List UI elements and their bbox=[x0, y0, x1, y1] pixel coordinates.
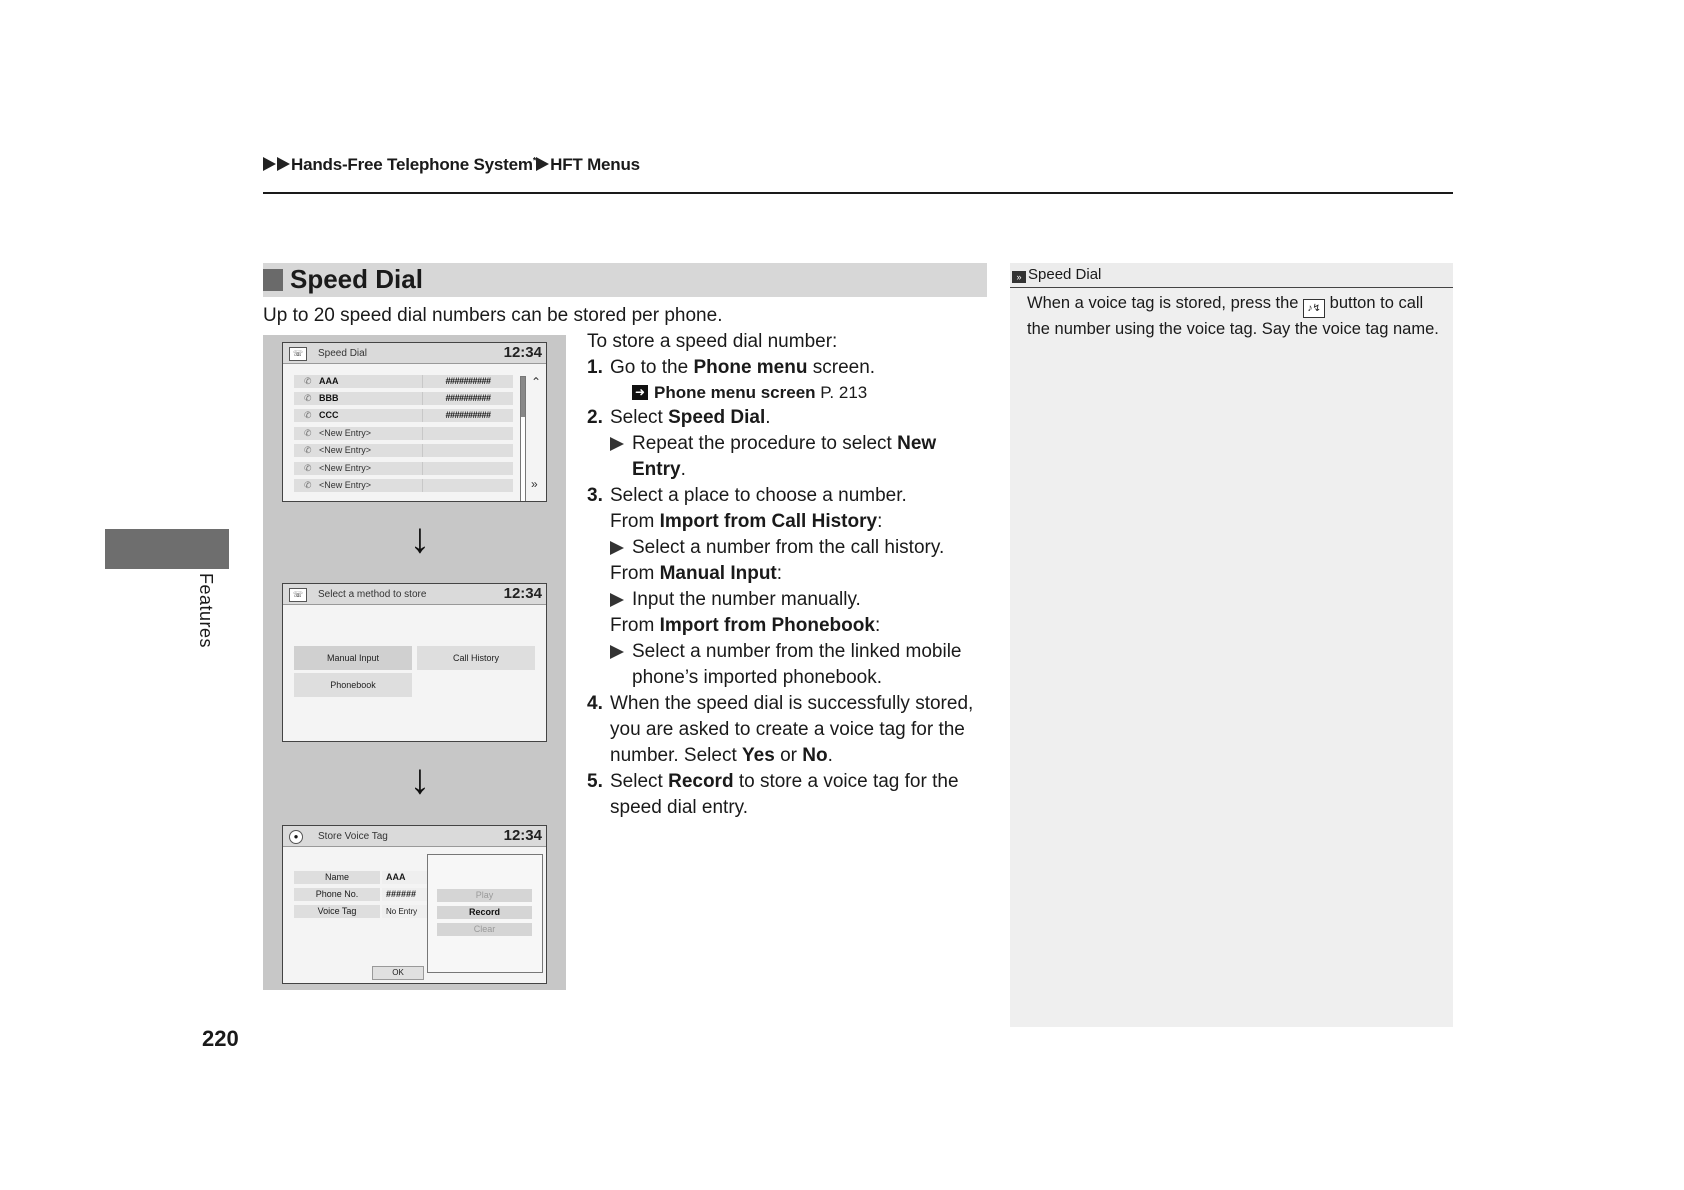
voice-tag-menu bbox=[427, 854, 543, 973]
figure-panel bbox=[263, 335, 566, 990]
entry-name: CCC bbox=[319, 410, 339, 420]
cross-reference[interactable] bbox=[587, 381, 987, 405]
step-number: 1. bbox=[587, 357, 603, 378]
step-text: From bbox=[610, 511, 660, 532]
step-text: . bbox=[827, 745, 833, 766]
entry-number bbox=[422, 462, 513, 475]
speed-dial-row[interactable] bbox=[294, 427, 513, 440]
entry-number bbox=[422, 479, 513, 492]
screen-title: Speed Dial bbox=[318, 348, 367, 359]
handset-icon: ✆ bbox=[304, 445, 312, 455]
step-number: 3. bbox=[587, 485, 603, 506]
step-text: : bbox=[874, 615, 881, 636]
speed-dial-row[interactable] bbox=[294, 479, 513, 492]
entry-number bbox=[422, 427, 513, 440]
sidebar-note-body bbox=[1027, 292, 1447, 341]
entry-name: AAA bbox=[319, 376, 339, 386]
play-button[interactable]: Play bbox=[437, 889, 532, 902]
entry-number bbox=[422, 444, 513, 457]
step-number: 5. bbox=[587, 771, 603, 792]
option-phonebook bbox=[587, 613, 987, 639]
step-number: 4. bbox=[587, 693, 603, 714]
breadcrumb-arrow-icon bbox=[263, 157, 276, 171]
option-manual-input-detail bbox=[587, 587, 987, 613]
breadcrumb-page[interactable]: HFT Menus bbox=[550, 155, 640, 174]
scroll-down-icon[interactable]: » bbox=[531, 477, 538, 491]
sidebar-note bbox=[1010, 263, 1453, 1027]
handset-icon: ✆ bbox=[304, 428, 312, 438]
phone-icon: ☏ bbox=[289, 347, 307, 361]
step-text: Select a place to choose a number. bbox=[610, 485, 907, 506]
phone-icon: ☏ bbox=[289, 588, 307, 602]
handset-icon: ✆ bbox=[304, 376, 312, 386]
field-value: ###### bbox=[382, 888, 434, 901]
step-text: Select a number from the call history. bbox=[632, 537, 945, 558]
screen-store-voice-tag bbox=[282, 825, 547, 984]
speed-dial-row[interactable] bbox=[294, 409, 513, 422]
speed-dial-row[interactable] bbox=[294, 462, 513, 475]
screen-titlebar bbox=[283, 584, 546, 605]
sidebar-note-heading bbox=[1010, 263, 1453, 288]
step-text: Go to the bbox=[610, 357, 694, 378]
reference-page[interactable]: P. 213 bbox=[815, 383, 868, 402]
section-marker-icon bbox=[263, 269, 283, 291]
entry-name: <New Entry> bbox=[319, 445, 372, 455]
scrollbar[interactable] bbox=[520, 376, 526, 502]
speed-dial-row[interactable] bbox=[294, 444, 513, 457]
section-title: Speed Dial bbox=[290, 264, 423, 294]
screen-clock: 12:34 bbox=[503, 827, 542, 844]
screen-title: Select a method to store bbox=[318, 589, 427, 600]
step-text: Repeat the procedure to select bbox=[632, 433, 898, 454]
field-value: No Entry bbox=[382, 905, 434, 918]
speed-dial-row[interactable] bbox=[294, 392, 513, 405]
chapter-tab bbox=[105, 529, 229, 569]
phonebook-button[interactable]: Phonebook bbox=[294, 673, 412, 697]
step-number: 2. bbox=[587, 407, 603, 428]
step-2 bbox=[587, 405, 987, 431]
reference-title[interactable]: Phone menu screen bbox=[654, 383, 816, 402]
entry-number: ########## bbox=[422, 409, 513, 422]
field-label: Name bbox=[294, 871, 380, 884]
flow-arrow-icon: ↓ bbox=[409, 514, 431, 561]
option-manual-input bbox=[587, 561, 987, 587]
step-text: . bbox=[680, 459, 686, 480]
screen-select-method bbox=[282, 583, 547, 742]
step-text: or bbox=[774, 745, 803, 766]
step-3 bbox=[587, 483, 987, 509]
step-text: . bbox=[765, 407, 771, 428]
step-1 bbox=[587, 355, 987, 381]
step-text: Input the number manually. bbox=[632, 589, 861, 610]
call-history-button[interactable]: Call History bbox=[417, 646, 535, 670]
page-number: 220 bbox=[202, 1026, 239, 1051]
instructions-lead: To store a speed dial number: bbox=[587, 331, 838, 352]
step-bold: Yes bbox=[742, 745, 775, 766]
entry-name: BBB bbox=[319, 393, 339, 403]
settings-icon: ● bbox=[289, 830, 303, 844]
screen-titlebar bbox=[283, 343, 546, 364]
speed-dial-row[interactable] bbox=[294, 375, 513, 388]
step-4 bbox=[587, 691, 987, 769]
scroll-up-icon[interactable]: ⌃ bbox=[531, 375, 542, 389]
handset-icon: ✆ bbox=[304, 410, 312, 420]
reference-arrow-icon: ➜ bbox=[632, 385, 648, 400]
step-bold: Speed Dial bbox=[668, 407, 766, 428]
screen-speed-dial bbox=[282, 342, 547, 502]
entry-name: <New Entry> bbox=[319, 428, 372, 438]
step-bold: Import from Call History bbox=[659, 511, 878, 532]
step-text: Select a number from the linked mobile phone’s imported phonebook. bbox=[632, 641, 962, 688]
sidebar-note-title: Speed Dial bbox=[1028, 266, 1102, 283]
option-phonebook-detail bbox=[587, 639, 987, 691]
bullet-arrow-icon bbox=[610, 437, 624, 451]
breadcrumb-arrow-icon bbox=[536, 157, 549, 171]
step-5 bbox=[587, 769, 987, 821]
option-call-history-detail bbox=[587, 535, 987, 561]
note-text: button to call the number using the voice tag. Say the voice tag name. bbox=[1027, 294, 1439, 338]
step-bold: No bbox=[802, 745, 828, 766]
step-text: From bbox=[610, 563, 660, 584]
breadcrumb-section[interactable]: Hands-Free Telephone System bbox=[291, 155, 533, 174]
step-text: When the speed dial is successfully stored, you are asked to create a voice tag for the number. Select bbox=[610, 693, 974, 766]
talk-button-icon: ♪↯ bbox=[1303, 299, 1325, 318]
step-text: From bbox=[610, 615, 660, 636]
chapter-tab-label: Features bbox=[196, 573, 216, 649]
section-heading bbox=[263, 263, 987, 297]
entry-name: <New Entry> bbox=[319, 480, 372, 490]
entry-number: ########## bbox=[422, 375, 513, 388]
header-rule bbox=[263, 192, 1453, 194]
step-bold: Import from Phonebook bbox=[659, 615, 875, 636]
ok-button[interactable]: OK bbox=[372, 966, 424, 980]
screen-title: Store Voice Tag bbox=[318, 831, 388, 842]
step-text: to store a voice tag for the speed dial entry. bbox=[610, 771, 959, 818]
scrollbar-thumb[interactable] bbox=[521, 377, 525, 417]
entry-number: ########## bbox=[422, 392, 513, 405]
instructions bbox=[587, 329, 987, 821]
note-text: When a voice tag is stored, press the bbox=[1027, 294, 1304, 312]
section-intro: Up to 20 speed dial numbers can be stored per phone. bbox=[263, 305, 723, 326]
step-bold: Phone menu bbox=[693, 357, 808, 378]
step-text: : bbox=[776, 563, 783, 584]
clear-button[interactable]: Clear bbox=[437, 923, 532, 936]
step-2-detail bbox=[587, 431, 987, 483]
handset-icon: ✆ bbox=[304, 480, 312, 490]
screen-titlebar bbox=[283, 826, 546, 847]
step-text: screen. bbox=[807, 357, 876, 378]
option-asterisk: * bbox=[532, 155, 537, 166]
manual-input-button[interactable]: Manual Input bbox=[294, 646, 412, 670]
note-marker-icon: » bbox=[1012, 271, 1026, 283]
record-button[interactable]: Record bbox=[437, 906, 532, 919]
step-text: Select bbox=[610, 407, 669, 428]
bullet-arrow-icon bbox=[610, 541, 624, 555]
handset-icon: ✆ bbox=[304, 463, 312, 473]
breadcrumb bbox=[263, 155, 640, 175]
screen-clock: 12:34 bbox=[503, 344, 542, 361]
option-call-history bbox=[587, 509, 987, 535]
entry-name: <New Entry> bbox=[319, 463, 372, 473]
step-bold: New Entry bbox=[632, 433, 937, 480]
step-text: : bbox=[877, 511, 883, 532]
step-bold: Manual Input bbox=[659, 563, 777, 584]
field-value: AAA bbox=[382, 871, 434, 884]
flow-arrow-icon: ↓ bbox=[409, 755, 431, 802]
field-label: Voice Tag bbox=[294, 905, 380, 918]
step-text: Select bbox=[610, 771, 669, 792]
breadcrumb-arrow-icon bbox=[277, 157, 290, 171]
bullet-arrow-icon bbox=[610, 593, 624, 607]
handset-icon: ✆ bbox=[304, 393, 312, 403]
step-bold: Record bbox=[668, 771, 734, 792]
screen-clock: 12:34 bbox=[503, 585, 542, 602]
bullet-arrow-icon bbox=[610, 645, 624, 659]
field-label: Phone No. bbox=[294, 888, 380, 901]
